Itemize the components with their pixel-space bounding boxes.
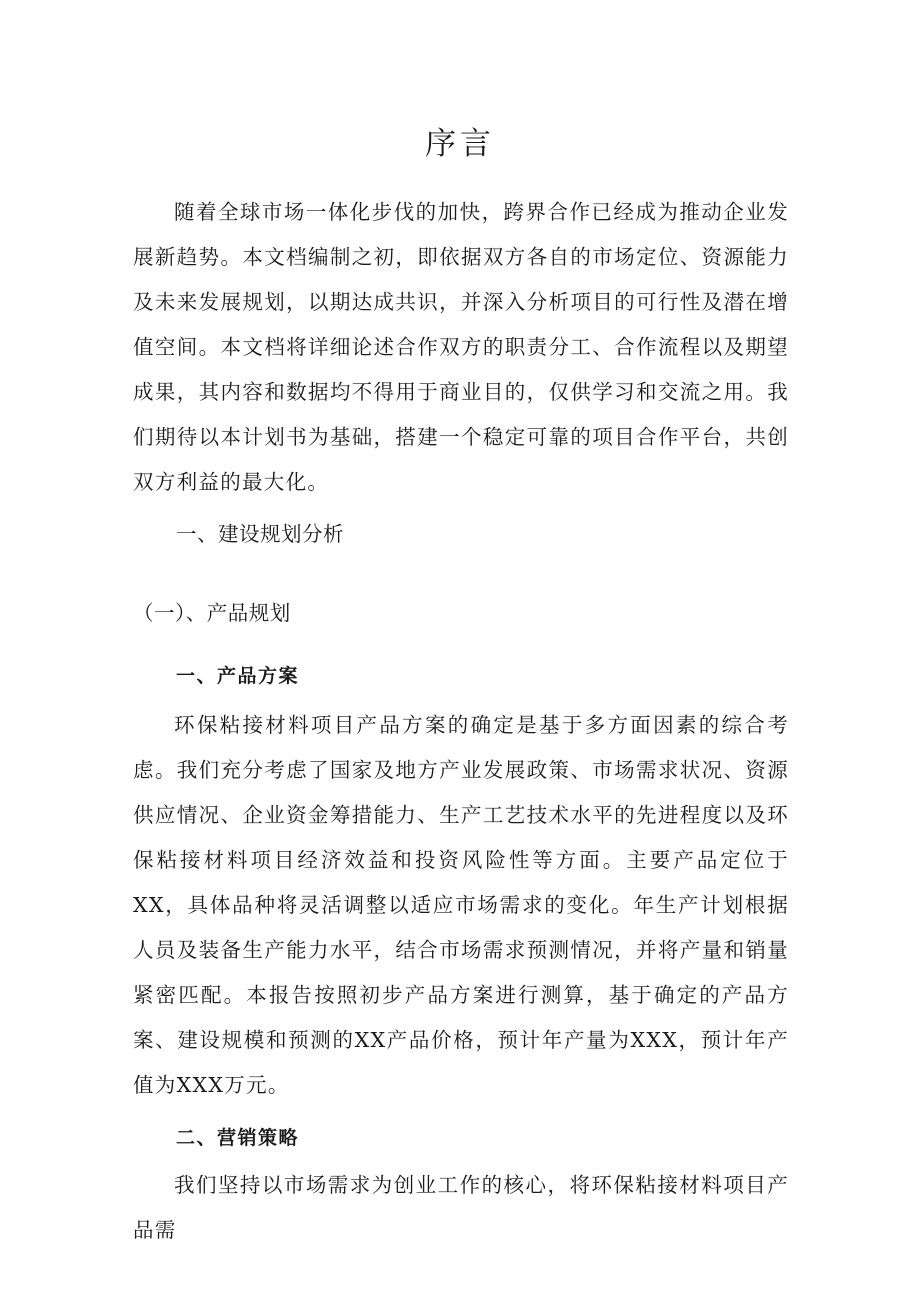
item-heading-product-plan: 一、产品方案 [176,665,300,687]
product-plan-paragraph: 环保粘接材料项目产品方案的确定是基于多方面因素的综合考虑。我们充分考虑了国家及地方产业发展政策、市场需求状况、资源供应情况、企业资金筹措能力、生产工艺技术水平的先进程度以及环保粘接材料项目经济效益和投资风险性等方面。主要产品定位于XX，具体品种将灵活调整以适应市场需求的变化。年生产计划根据人员及装备生产能力水平，结合市场需求预测情况，并将产量和销量紧密匹配。本报告按照初步产品方案进行测算，基于确定的产品方案、建设规模和预测的XX产品价格，预计年产量为XXX，预计年产值为XXX万元。 [133,713,789,1097]
marketing-strategy-paragraph: 我们坚持以市场需求为创业工作的核心，将环保粘接材料项目产品需 [133,1173,789,1242]
page-title: 序言 [425,126,495,162]
item-heading-marketing-strategy: 二、营销策略 [176,1127,300,1149]
subsection-heading-product-planning: （一）、产品规划 [133,601,291,625]
preface-paragraph: 随着全球市场一体化步伐的加快，跨界合作已经成为推动企业发展新趋势。本文档编制之初，即依据双方各自的市场定位、资源能力及未来发展规划，以期达成共识，并深入分析项目的可行性及潜在增值空间。本文档将详细论述合作双方的职责分工、合作流程以及期望成果，其内容和数据均不得用于商业目的，仅供学习和交流之用。我们期待以本计划书为基础，搭建一个稳定可靠的项目合作平台，共创双方利益的最大化。 [133,200,789,494]
section-heading-construction-planning: 一、建设规划分析 [176,522,344,546]
